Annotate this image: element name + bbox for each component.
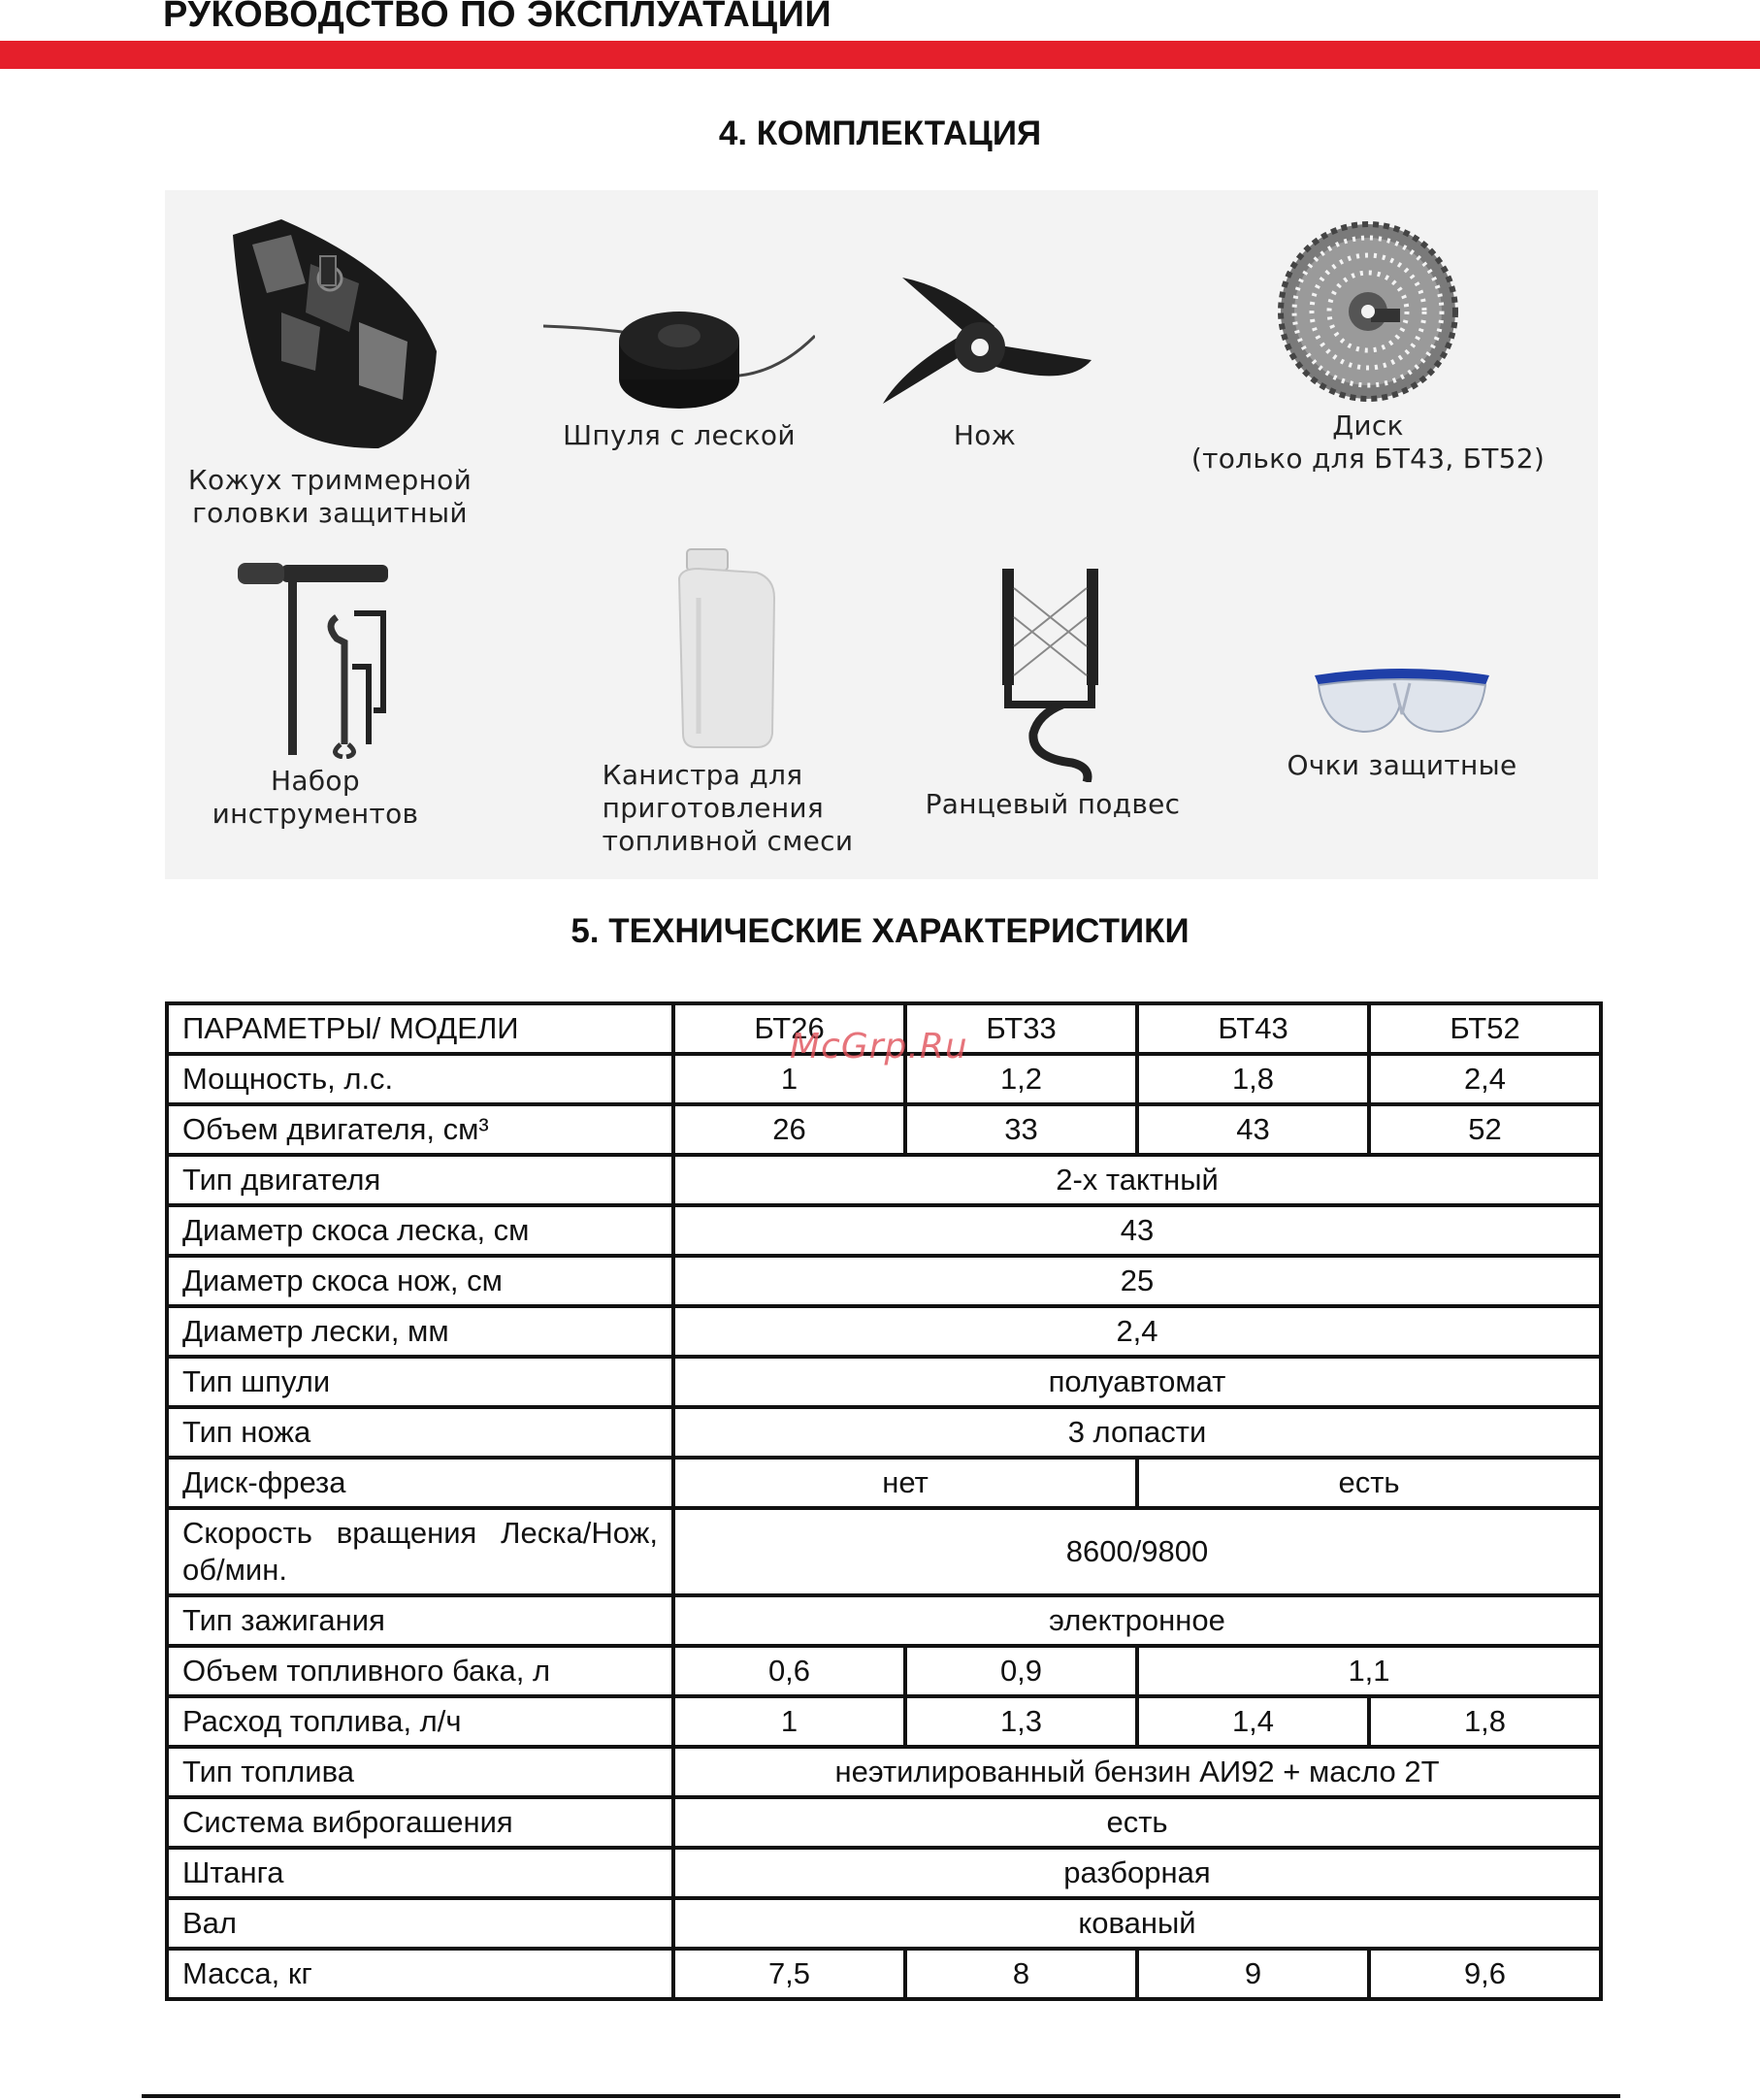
equipment-item-glasses	[1276, 656, 1528, 782]
value-cell: 8	[905, 1949, 1137, 1999]
param-cell: Тип ножа	[167, 1407, 673, 1458]
table-row	[167, 1104, 1601, 1155]
param-cell: Тип зажигания	[167, 1595, 673, 1646]
value-cell: 1,8	[1137, 1054, 1369, 1104]
param-cell: Штанга	[167, 1848, 673, 1898]
value-cell: 2-х тактный	[673, 1155, 1601, 1205]
fuel-canister-icon	[669, 540, 786, 753]
spool-icon	[543, 297, 815, 413]
header-cell: БТ33	[905, 1003, 1137, 1054]
value-cell: 43	[673, 1205, 1601, 1256]
value-cell: 9,6	[1369, 1949, 1601, 1999]
param-cell: Диаметр скоса леска, см	[167, 1205, 673, 1256]
param-cell: Объем двигателя, см³	[167, 1104, 673, 1155]
equipment-item-canister	[597, 540, 859, 858]
param-cell: Диаметр лески, мм	[167, 1306, 673, 1357]
value-cell: 1,3	[905, 1696, 1137, 1747]
value-cell: 3 лопасти	[673, 1407, 1601, 1458]
header-cell: БТ43	[1137, 1003, 1369, 1054]
value-cell: 1,4	[1137, 1696, 1369, 1747]
value-cell: 1,1	[1137, 1646, 1601, 1696]
header-cell: БТ26	[673, 1003, 905, 1054]
equipment-item-tools	[194, 555, 437, 831]
value-cell: 52	[1369, 1104, 1601, 1155]
table-row	[167, 1155, 1601, 1205]
value-cell: 2,4	[673, 1306, 1601, 1357]
param-cell: Диск-фреза	[167, 1458, 673, 1508]
value-cell: 1,8	[1369, 1696, 1601, 1747]
table-row	[167, 1696, 1601, 1747]
section-5-title: 5. ТЕХНИЧЕСКИЕ ХАРАКТЕРИСТИКИ	[570, 912, 1190, 950]
param-cell: Расход топлива, л/ч	[167, 1696, 673, 1747]
document-header-title: РУКОВОДСТВО ПО ЭКСПЛУАТАЦИИ	[163, 0, 832, 35]
header-red-bar	[0, 41, 1760, 69]
value-cell: 1	[673, 1696, 905, 1747]
table-row	[167, 1747, 1601, 1797]
param-cell: Объем топливного бака, л	[167, 1646, 673, 1696]
param-cell: Тип двигателя	[167, 1155, 673, 1205]
table-row	[167, 1646, 1601, 1696]
value-cell: 0,9	[905, 1646, 1137, 1696]
value-cell: 1,2	[905, 1054, 1137, 1104]
equipment-label: Ранцевый подвес	[925, 788, 1181, 820]
value-cell: нет	[673, 1458, 1137, 1508]
equipment-label: Набор инструментов	[212, 765, 419, 830]
param-cell: Тип шпули	[167, 1357, 673, 1407]
table-row	[167, 1949, 1601, 1999]
param-cell: Система виброгашения	[167, 1797, 673, 1848]
equipment-item-disc	[1164, 219, 1572, 476]
value-cell: 7,5	[673, 1949, 905, 1999]
value-cell: 33	[905, 1104, 1137, 1155]
value-cell: есть	[673, 1797, 1601, 1848]
trimmer-guard-icon	[213, 206, 446, 458]
safety-glasses-icon	[1305, 656, 1499, 743]
value-cell: 26	[673, 1104, 905, 1155]
tool-set-icon	[228, 555, 403, 759]
header-cell: БТ52	[1369, 1003, 1601, 1054]
equipment-item-blade	[873, 268, 1096, 452]
harness-icon	[994, 569, 1111, 782]
equipment-label: Очки защитные	[1287, 749, 1517, 781]
equipment-label: Диск (только для БТ43, БТ52)	[1190, 410, 1546, 475]
blade-icon	[873, 268, 1096, 413]
value-cell: кованый	[673, 1898, 1601, 1949]
equipment-label: Шпуля с леской	[563, 419, 796, 451]
value-cell: 2,4	[1369, 1054, 1601, 1104]
equipment-label: Канистра для приготовления топливной смеси	[602, 759, 854, 857]
saw-disc-icon	[1276, 219, 1460, 404]
value-cell: полуавтомат	[673, 1357, 1601, 1407]
table-row	[167, 1595, 1601, 1646]
value-cell: есть	[1137, 1458, 1601, 1508]
table-row	[167, 1306, 1601, 1357]
table-row	[167, 1256, 1601, 1306]
param-cell: Вал	[167, 1898, 673, 1949]
param-cell: Мощность, л.с.	[167, 1054, 673, 1104]
equipment-label: Нож	[953, 419, 1017, 451]
header-cell: ПАРАМЕТРЫ/ МОДЕЛИ	[167, 1003, 673, 1054]
table-row	[167, 1848, 1601, 1898]
table-row	[167, 1357, 1601, 1407]
value-cell: 1	[673, 1054, 905, 1104]
equipment-item-spool	[543, 297, 815, 452]
param-cell: Диаметр скоса нож, см	[167, 1256, 673, 1306]
param-cell: Масса, кг	[167, 1949, 673, 1999]
table-row	[167, 1797, 1601, 1848]
equipment-item-guard	[184, 206, 475, 530]
param-cell: Тип топлива	[167, 1747, 673, 1797]
table-row	[167, 1205, 1601, 1256]
watermark: McGrp.Ru	[790, 1027, 968, 1066]
value-cell: неэтилированный бензин АИ92 + масло 2Т	[673, 1747, 1601, 1797]
equipment-label: Кожух триммерной головки защитный	[187, 464, 473, 529]
footer-divider	[142, 2094, 1620, 2098]
value-cell: 9	[1137, 1949, 1369, 1999]
table-row	[167, 1508, 1601, 1595]
section-4-title: 4. КОМПЛЕКТАЦИЯ	[718, 115, 1042, 152]
param-cell: Скорость вращения Леска/Нож, об/мин.	[167, 1508, 673, 1595]
value-cell: 8600/9800	[673, 1508, 1601, 1595]
value-cell: разборная	[673, 1848, 1601, 1898]
value-cell: 43	[1137, 1104, 1369, 1155]
table-row	[167, 1407, 1601, 1458]
equipment-item-harness	[912, 569, 1193, 821]
specifications-table	[165, 1001, 1603, 2001]
table-row	[167, 1458, 1601, 1508]
value-cell: 0,6	[673, 1646, 905, 1696]
value-cell: электронное	[673, 1595, 1601, 1646]
table-row	[167, 1898, 1601, 1949]
equipment-photo-panel	[165, 190, 1598, 879]
value-cell: 25	[673, 1256, 1601, 1306]
